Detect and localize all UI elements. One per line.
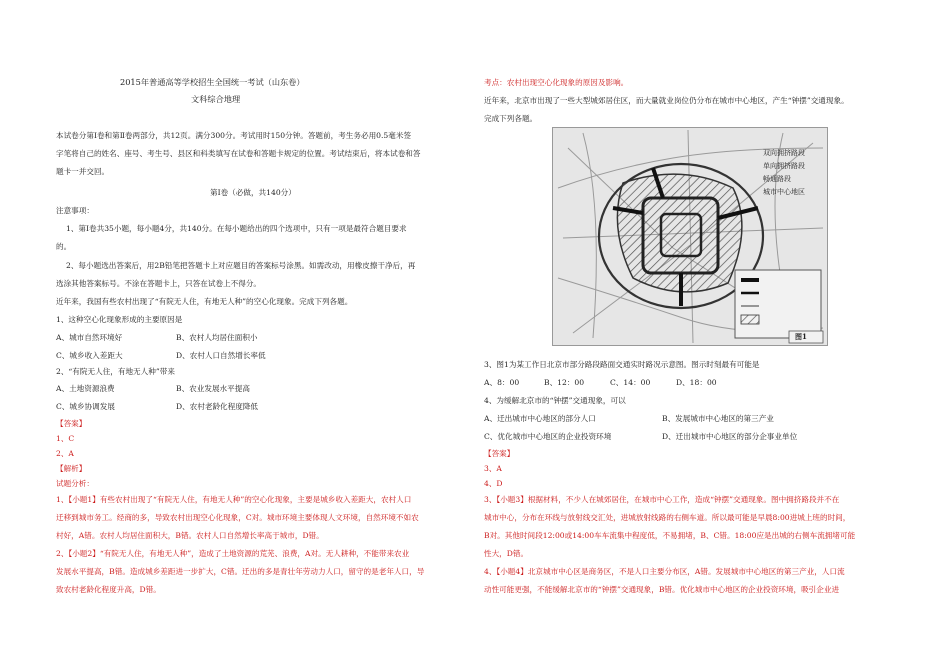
q2-option-d: D、农村老龄化程度降低 [176, 402, 259, 411]
right-stem-2: 完成下列各题。 [484, 114, 538, 123]
answer-1: 1、C [56, 434, 75, 443]
intro-line-2: 字笔将自己的姓名、座号、考生号、县区和科类填写在试卷和答题卡规定的位置。考试结束后，将本试卷和答 [56, 149, 421, 158]
q4-option-a: A、迁出城市中心地区的部分人口 [484, 414, 596, 423]
legend-one-way: 单向拥挤路段 [763, 162, 805, 170]
right-analysis-4: 性大，D错。 [484, 549, 529, 558]
legend-two-way: 双向拥挤路段 [763, 149, 805, 157]
analysis-line-1: 1、【小题1】有些农村出现了“有院无人住，有地无人种”的空心化现象，主要是城乡收入差距大，农村人口 [56, 495, 412, 504]
exam-title: 2015年普通高等学校招生全国统一考试（山东卷） [120, 77, 305, 87]
analysis-line-5: 发展水平提高，B错。造成城乡差距进一步扩大，C错。迁出的多是青壮年劳动力人口，留守的是老年人口，导 [56, 567, 425, 576]
traffic-map-figure [552, 127, 828, 346]
notice-1: 1、第Ⅰ卷共35小题，每小题4分，共140分。在每小题给出的四个选项中，只有一项是最符合题目要求 [66, 224, 407, 233]
question-4: 4、为缓解北京市的“钟摆”交通现象，可以 [484, 396, 626, 405]
legend-center: 城市中心地区 [763, 188, 805, 196]
right-analysis-6: 动性可能更强，不能缓解北京市的“钟摆”交通现象，B错。优化城市中心地区的企业投资环境，吸引企业进 [484, 585, 840, 594]
q1-option-b: B、农村人均居住面积小 [176, 333, 258, 342]
right-stem-1: 近年来，北京市出现了一些大型城郊居住区，而大量就业岗位仍分布在城市中心地区，产生“钟摆”交通现象。 [484, 96, 849, 105]
analysis-line-4: 2、【小题2】“有院无人住，有地无人种”，造成了土地资源的荒芜、浪费，A对。无人耕种，不能带来农业 [56, 549, 410, 558]
q3-option-b: B、12：00 [544, 378, 585, 387]
question-stem: 近年来，我国有些农村出现了“有院无人住，有地无人种”的空心化现象。完成下列各题。 [56, 297, 353, 306]
right-analysis-5: 4、【小题4】北京城市中心区是商务区，不是人口主要分布区，A错。发展城市中心地区的第三产业，人口流 [484, 567, 845, 576]
q2-option-a: A、土地资源浪费 [56, 384, 115, 393]
right-analysis-3: B对。其他时间段12:00或14:00车车流集中程度低，不易拥堵，B、C错。18:00应是出城的右侧车流拥堵可能 [484, 531, 856, 540]
legend-clear: 畅通路段 [763, 175, 791, 183]
figure-caption: 图1 [795, 332, 807, 341]
q1-option-c: C、城乡收入差距大 [56, 351, 123, 360]
notice-2b: 选涂其他答案标号。不涂在答题卡上，只答在试卷上不得分。 [56, 279, 262, 288]
kaodian: 考点：农村出现空心化现象的原因及影响。 [484, 78, 629, 87]
answer-2: 2、A [56, 449, 74, 458]
answer-3: 3、A [484, 464, 502, 473]
q2-option-c: C、城乡协调发展 [56, 402, 115, 411]
intro-line-3: 题卡一并交回。 [56, 167, 110, 176]
question-1: 1、这种空心化现象形成的主要原因是 [56, 315, 183, 324]
question-3: 3、图1为某工作日北京市部分路段路面交通实时路况示意图。图示时刻最有可能是 [484, 360, 760, 369]
q1-option-a: A、城市自然环境好 [56, 333, 123, 342]
right-analysis-2: 城市中心，分布在环线与放射线交汇处，进城放射线路的右侧车道。所以最可能是早晨8:00进城上班的时间， [484, 513, 851, 522]
q1-option-d: D、农村人口自然增长率低 [176, 351, 266, 360]
notice-2: 2、每小题选出答案后，用2B铅笔把答题卡上对应题目的答案标号涂黑。如需改动，用橡皮擦干净后，再 [66, 261, 416, 270]
question-2: 2、“有院无人住，有地无人种”带来 [56, 367, 175, 376]
notice-1b: 的。 [56, 242, 72, 251]
q3-option-c: C、14：00 [610, 378, 651, 387]
analysis-line-3: 村好，A错。农村人均居住面积大，B错。农村人口自然增长率高于城市，D错。 [56, 531, 324, 540]
q2-option-b: B、农业发展水平提高 [176, 384, 250, 393]
analysis-line-6: 致农村老龄化程度升高，D错。 [56, 585, 161, 594]
analysis-title: 试题分析： [56, 479, 94, 488]
right-answer-label: 【答案】 [484, 449, 515, 458]
q4-option-d: D、迁出城市中心地区的部分企事业单位 [662, 432, 798, 441]
right-analysis-1: 3、【小题3】根据材料，不少人在城郊居住，在城市中心工作，造成“钟摆”交通现象。图中拥挤路段并不在 [484, 495, 840, 504]
q3-option-a: A、8：00 [484, 378, 520, 387]
analysis-line-2: 迁移到城市务工。经商的多，导致农村出现空心化现象，C对。城市环境主要体现人文环境，自然环境不如农 [56, 513, 419, 522]
q4-option-c: C、优化城市中心地区的企业投资环境 [484, 432, 612, 441]
answer-label: 【答案】 [56, 419, 87, 428]
notice-title: 注意事项： [56, 206, 94, 215]
exam-subtitle: 文科综合地理 [191, 94, 241, 104]
answer-4: 4、D [484, 479, 503, 488]
q4-option-b: B、发展城市中心地区的第三产业 [662, 414, 774, 423]
q3-option-d: D、18：00 [676, 378, 717, 387]
intro-line-1: 本试卷分第Ⅰ卷和第Ⅱ卷两部分，共12页。满分300分。考试用时150分钟。答题前，考生务必用0.5毫米签 [56, 131, 412, 140]
section-heading: 第Ⅰ卷（必做，共140分） [210, 188, 296, 197]
analysis-label: 【解析】 [56, 464, 87, 473]
